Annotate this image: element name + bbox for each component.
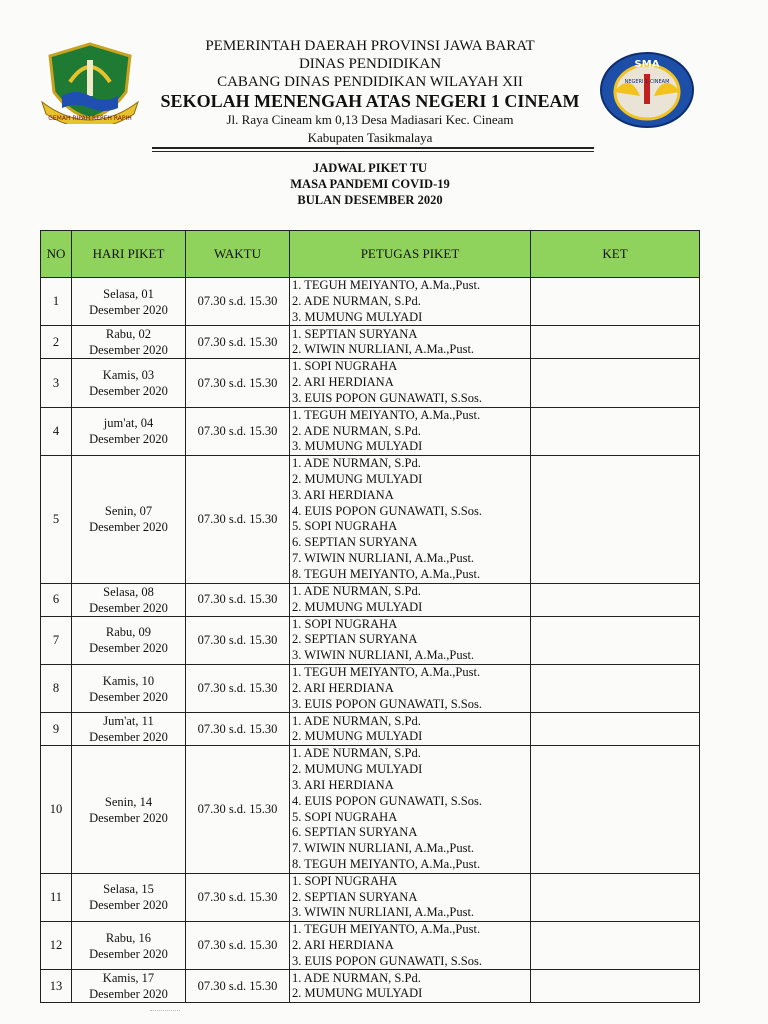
duty-date: Desember 2020 [89, 343, 168, 358]
duty-day-cell [72, 970, 186, 1003]
duty-day-cell [72, 407, 186, 455]
table-row [41, 456, 700, 583]
row-number: 2 [41, 326, 72, 359]
duty-time: 07.30 s.d. 15.30 [186, 456, 290, 583]
duty-staff-cell [290, 970, 531, 1003]
row-number: 3 [41, 359, 72, 407]
duty-schedule-table [40, 230, 700, 1003]
staff-name: 2. MUMUNG MULYADI [292, 729, 423, 744]
emblem-motto: GEMAH RIPAH REPEH RAPIH [48, 115, 132, 122]
table-row [41, 407, 700, 455]
staff-name: 2. ARI HERDIANA [292, 680, 394, 695]
header-ket: KET [531, 231, 700, 278]
notes-cell [531, 616, 700, 664]
duty-staff-cell [290, 359, 531, 407]
staff-name: 1. ADE NURMAN, S.Pd. [292, 713, 421, 728]
duty-staff-cell [290, 407, 531, 455]
staff-name: 3. EUIS POPON GUNAWATI, S.Sos. [292, 696, 482, 711]
duty-staff-cell [290, 616, 531, 664]
duty-staff-cell [290, 326, 531, 359]
notes-cell [531, 359, 700, 407]
table-row [41, 713, 700, 746]
staff-name: 1. SOPI NUGRAHA [292, 359, 398, 374]
notes-cell [531, 873, 700, 921]
duty-staff-cell [290, 713, 531, 746]
staff-name: 1. TEGUH MEIYANTO, A.Ma.,Pust. [292, 278, 481, 292]
duty-day-cell [72, 616, 186, 664]
table-row [41, 326, 700, 359]
west-java-emblem-logo [40, 42, 140, 124]
duty-date: Desember 2020 [89, 432, 168, 447]
staff-name: 5. SOPI NUGRAHA [292, 809, 398, 824]
staff-name: 2. SEPTIAN SURYANA [292, 889, 418, 904]
staff-name: 2. MUMUNG MULYADI [292, 599, 423, 614]
emblem-sma-text: SMA [634, 59, 660, 70]
duty-day-cell [72, 456, 186, 583]
staff-name: 1. TEGUH MEIYANTO, A.Ma.,Pust. [292, 664, 481, 679]
duty-date: Desember 2020 [89, 810, 168, 825]
row-number: 1 [41, 278, 72, 326]
staff-name: 3. WIWIN NURLIANI, A.Ma.,Pust. [292, 648, 475, 663]
staff-name: 1. ADE NURMAN, S.Pd. [292, 746, 421, 761]
row-number: 4 [41, 407, 72, 455]
staff-name: 2. SEPTIAN SURYANA [292, 632, 418, 647]
table-row [41, 359, 700, 407]
duty-staff-cell [290, 873, 531, 921]
staff-name: 2. MUMUNG MULYADI [292, 762, 423, 777]
table-row [41, 746, 700, 873]
letterhead-branch: CABANG DINAS PENDIDIKAN WILAYAH XII [217, 74, 523, 90]
duty-staff-cell [290, 583, 531, 616]
letterhead-government: PEMERINTAH DAERAH PROVINSI JAWA BARAT [205, 38, 535, 54]
letterhead-address: Jl. Raya Cineam km 0,13 Desa Madiasari Kec. Cineam [226, 112, 514, 127]
staff-name: 3. MUMUNG MULYADI [292, 309, 423, 324]
staff-name: 3. EUIS POPON GUNAWATI, S.Sos. [292, 390, 482, 405]
staff-name: 2. ARI HERDIANA [292, 937, 394, 952]
staff-name: 3. EUIS POPON GUNAWATI, S.Sos. [292, 953, 482, 968]
duty-day: Rabu, 16 [105, 930, 152, 945]
school-emblem-logo [600, 52, 694, 128]
title-line-1: JADWAL PIKET TU [312, 161, 428, 175]
staff-name: 2. MUMUNG MULYADI [292, 471, 423, 486]
scan-artifact [150, 1010, 180, 1017]
staff-name: 2. ADE NURMAN, S.Pd. [292, 293, 421, 308]
staff-name: 1. ADE NURMAN, S.Pd. [292, 970, 421, 985]
duty-time: 07.30 s.d. 15.30 [186, 278, 290, 326]
table-row [41, 616, 700, 664]
notes-cell [531, 713, 700, 746]
staff-name: 3. MUMUNG MULYADI [292, 439, 423, 454]
duty-time: 07.30 s.d. 15.30 [186, 326, 290, 359]
duty-day-cell [72, 326, 186, 359]
duty-date: Desember 2020 [89, 302, 168, 317]
duty-date: Desember 2020 [89, 520, 168, 535]
duty-time: 07.30 s.d. 15.30 [186, 664, 290, 712]
notes-cell [531, 278, 700, 326]
duty-day: Selasa, 15 [103, 882, 154, 897]
notes-cell [531, 922, 700, 970]
duty-staff-cell [290, 922, 531, 970]
notes-cell [531, 456, 700, 583]
duty-day: Selasa, 08 [103, 584, 154, 599]
duty-day: Kamis, 03 [102, 368, 155, 383]
letterhead-rule-thick [152, 147, 594, 149]
duty-staff-cell [290, 664, 531, 712]
table-row [41, 278, 700, 326]
table-row [41, 922, 700, 970]
letterhead-regency: Kabupaten Tasikmalaya [307, 130, 433, 145]
staff-name: 1. ADE NURMAN, S.Pd. [292, 583, 421, 598]
duty-day: Rabu, 02 [105, 327, 152, 342]
staff-name: 1. TEGUH MEIYANTO, A.Ma.,Pust. [292, 922, 481, 937]
duty-day-cell [72, 713, 186, 746]
table-row [41, 970, 700, 1003]
emblem-ring-text: NEGERI 1 CINEAM [624, 79, 670, 85]
duty-day: Senin, 07 [104, 504, 153, 519]
title-line-3: BULAN DESEMBER 2020 [297, 193, 443, 207]
duty-day-cell [72, 278, 186, 326]
row-number: 10 [41, 746, 72, 873]
duty-date: Desember 2020 [89, 689, 168, 704]
duty-time: 07.30 s.d. 15.30 [186, 746, 290, 873]
staff-name: 4. EUIS POPON GUNAWATI, S.Sos. [292, 503, 482, 518]
row-number: 9 [41, 713, 72, 746]
duty-day-cell [72, 664, 186, 712]
duty-date: Desember 2020 [89, 641, 168, 656]
row-number: 12 [41, 922, 72, 970]
row-number: 13 [41, 970, 72, 1003]
duty-day-cell [72, 583, 186, 616]
duty-day: Rabu, 09 [105, 625, 152, 640]
staff-name: 8. TEGUH MEIYANTO, A.Ma.,Pust. [292, 566, 481, 581]
duty-day-cell [72, 359, 186, 407]
document-title [140, 160, 600, 208]
duty-day: Selasa, 01 [103, 286, 154, 301]
notes-cell [531, 746, 700, 873]
row-number: 6 [41, 583, 72, 616]
row-number: 5 [41, 456, 72, 583]
staff-name: 7. WIWIN NURLIANI, A.Ma.,Pust. [292, 841, 475, 856]
notes-cell [531, 664, 700, 712]
duty-time: 07.30 s.d. 15.30 [186, 713, 290, 746]
duty-date: Desember 2020 [89, 600, 168, 615]
notes-cell [531, 583, 700, 616]
table-row [41, 664, 700, 712]
staff-name: 6. SEPTIAN SURYANA [292, 535, 418, 550]
duty-staff-cell [290, 456, 531, 583]
letterhead-department: DINAS PENDIDIKAN [298, 56, 442, 72]
staff-name: 1. SEPTIAN SURYANA [292, 326, 418, 341]
staff-name: 1. SOPI NUGRAHA [292, 616, 398, 631]
staff-name: 3. ARI HERDIANA [292, 487, 394, 502]
duty-day: Kamis, 17 [102, 971, 155, 986]
table-row [41, 583, 700, 616]
duty-day-cell [72, 922, 186, 970]
duty-date: Desember 2020 [89, 987, 168, 1002]
staff-name: 2. ARI HERDIANA [292, 375, 394, 390]
duty-time: 07.30 s.d. 15.30 [186, 583, 290, 616]
staff-name: 4. EUIS POPON GUNAWATI, S.Sos. [292, 793, 482, 808]
staff-name: 2. ADE NURMAN, S.Pd. [292, 423, 421, 438]
duty-time: 07.30 s.d. 15.30 [186, 616, 290, 664]
row-number: 11 [41, 873, 72, 921]
header-waktu: WAKTU [186, 231, 290, 278]
header-hari: HARI PIKET [72, 231, 186, 278]
notes-cell [531, 326, 700, 359]
table-row [41, 873, 700, 921]
duty-day: Senin, 14 [104, 794, 153, 809]
notes-cell [531, 407, 700, 455]
duty-time: 07.30 s.d. 15.30 [186, 922, 290, 970]
duty-time: 07.30 s.d. 15.30 [186, 407, 290, 455]
row-number: 7 [41, 616, 72, 664]
staff-name: 1. ADE NURMAN, S.Pd. [292, 456, 421, 471]
staff-name: 2. MUMUNG MULYADI [292, 986, 423, 1001]
staff-name: 8. TEGUH MEIYANTO, A.Ma.,Pust. [292, 856, 481, 871]
staff-name: 3. ARI HERDIANA [292, 777, 394, 792]
staff-name: 5. SOPI NUGRAHA [292, 519, 398, 534]
header-petugas: PETUGAS PIKET [290, 231, 531, 278]
title-line-2: MASA PANDEMI COVID-19 [290, 177, 450, 191]
header-no: NO [41, 231, 72, 278]
duty-date: Desember 2020 [89, 730, 168, 745]
notes-cell [531, 970, 700, 1003]
staff-name: 7. WIWIN NURLIANI, A.Ma.,Pust. [292, 550, 475, 565]
staff-name: 6. SEPTIAN SURYANA [292, 825, 418, 840]
duty-day-cell [72, 746, 186, 873]
duty-date: Desember 2020 [89, 946, 168, 961]
staff-name: 3. WIWIN NURLIANI, A.Ma.,Pust. [292, 905, 475, 920]
duty-staff-cell [290, 746, 531, 873]
duty-staff-cell [290, 278, 531, 326]
duty-day: Jum'at, 11 [103, 714, 154, 729]
duty-date: Desember 2020 [89, 384, 168, 399]
table-header-row [41, 231, 700, 278]
duty-day-cell [72, 873, 186, 921]
staff-name: 2. WIWIN NURLIANI, A.Ma.,Pust. [292, 342, 475, 357]
duty-day: Kamis, 10 [102, 673, 155, 688]
letterhead-school-name: SEKOLAH MENENGAH ATAS NEGERI 1 CINEAM [160, 91, 580, 111]
staff-name: 1. SOPI NUGRAHA [292, 873, 398, 888]
duty-time: 07.30 s.d. 15.30 [186, 970, 290, 1003]
duty-day: jum'at, 04 [103, 416, 154, 431]
duty-time: 07.30 s.d. 15.30 [186, 873, 290, 921]
staff-name: 1. TEGUH MEIYANTO, A.Ma.,Pust. [292, 407, 481, 422]
row-number: 8 [41, 664, 72, 712]
duty-time: 07.30 s.d. 15.30 [186, 359, 290, 407]
letterhead-rule-thin [152, 151, 594, 152]
duty-date: Desember 2020 [89, 898, 168, 913]
